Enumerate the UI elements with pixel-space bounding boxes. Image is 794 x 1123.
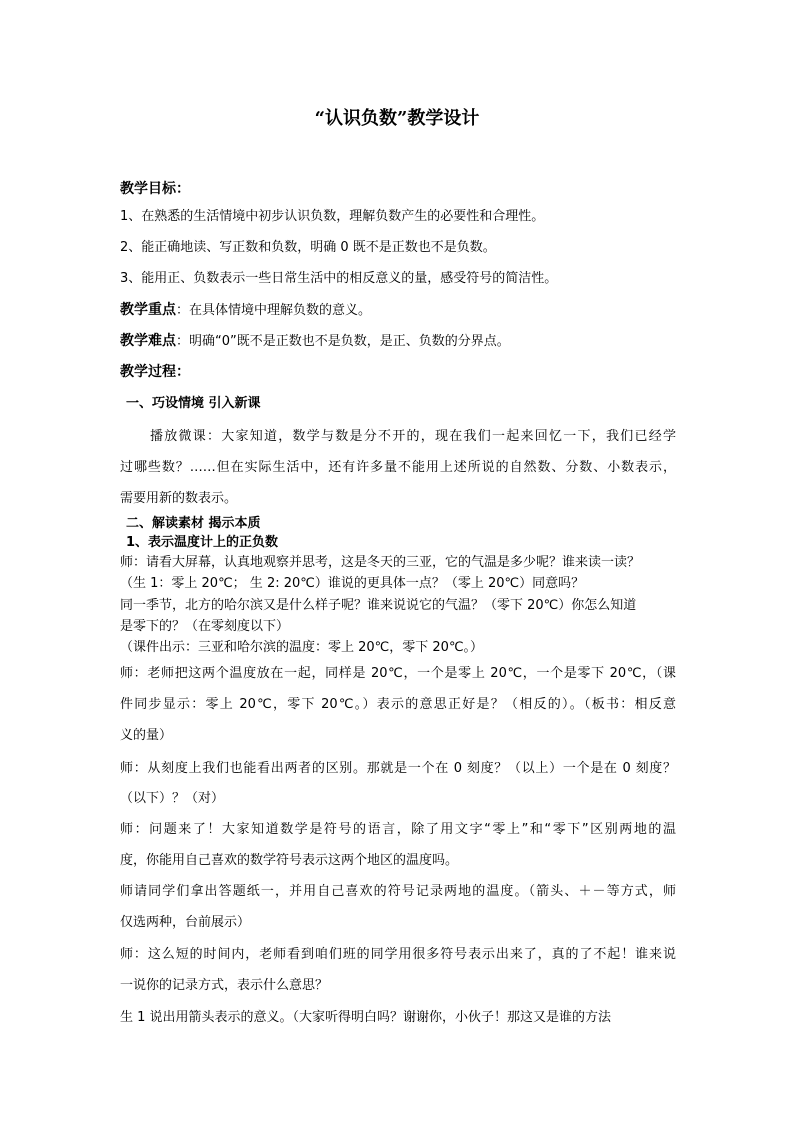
section2-line-16: 一说你的记录方式，表示什么意思？ bbox=[120, 978, 329, 993]
difficulty-label: 教学难点 bbox=[120, 333, 176, 349]
section2-line-4: 是零下的？（在零刻度以下） bbox=[120, 619, 290, 634]
section2-line-9: 师：从刻度上我们也能看出两者的区别。那就是一个在 0 刻度？（以上）一个是在 0 刻度？ bbox=[120, 761, 676, 776]
section2-line-6: 师：老师把这两个温度放在一起，同样是 20℃，一个是零上 20℃，一个是零下 20℃，（课 bbox=[120, 666, 676, 681]
goal-item-3: 3、能用正、负数表示一些日常生活中的相反意义的量，感受符号的简洁性。 bbox=[120, 271, 558, 286]
section2-line-7: 件同步显示：零上 20℃，零下 20℃。）表示的意思正好是？（相反的）。（板书：相反意 bbox=[120, 697, 676, 712]
section2-subheading: 1、表示温度计上的正负数 bbox=[126, 535, 279, 550]
section2-line-12: 度，你能用自己喜欢的数学符号表示这两个地区的温度吗。 bbox=[120, 853, 459, 868]
section2-line-3: 同一季节，北方的哈尔滨又是什么样子呢？谁来说说它的气温？（零下 20℃）你怎么知道 bbox=[120, 598, 637, 613]
goal-item-2: 2、能正确地读、写正数和负数，明确 0 既不是正数也不是负数。 bbox=[120, 240, 496, 255]
section2-line-1: 师：请看大屏幕，认真地观察并思考，这是冬天的三亚，它的气温是多少呢？谁来读一读？ bbox=[120, 555, 641, 570]
difficulty bbox=[120, 332, 680, 351]
section1-heading: 一、巧设情境 引入新课 bbox=[126, 396, 261, 411]
section1-line-2: 过哪些数？……但在实际生活中，还有许多量不能用上述所说的自然数、分数、小数表示， bbox=[120, 460, 676, 475]
section2-line-15: 师：这么短的时间内，老师看到咱们班的同学用很多符号表示出来了，真的了不起！谁来说 bbox=[120, 947, 676, 962]
section2-line-2: （生 1：零上 20℃； 生 2: 20℃）谁说的更具体一点？（零上 20℃）同意吗？ bbox=[120, 576, 585, 591]
goals-heading: 教学目标： bbox=[120, 181, 190, 197]
goal-item-1: 1、在熟悉的生活情境中初步认识负数，理解负数产生的必要性和合理性。 bbox=[120, 209, 545, 224]
section2-line-14: 仅选两种，台前展示） bbox=[120, 915, 251, 930]
section2-line-13: 师请同学们拿出答题纸一，并用自己喜欢的符号记录两地的温度。（箭头、＋－等方式，师 bbox=[120, 884, 676, 899]
section1-line-1: 播放微课：大家知道，数学与数是分不开的，现在我们一起来回忆一下，我们已经学 bbox=[150, 429, 676, 444]
key-point bbox=[120, 301, 680, 320]
difficulty-text: ：明确“0”既不是正数也不是负数，是正、负数的分界点。 bbox=[176, 334, 510, 349]
section2-line-10: （以下）？（对） bbox=[120, 791, 225, 806]
section2-heading: 二、解读素材 揭示本质 bbox=[126, 516, 261, 531]
section2-line-5: （课件出示：三亚和哈尔滨的温度：零上 20℃，零下 20℃。） bbox=[120, 640, 484, 655]
section2-line-8: 义的量） bbox=[120, 728, 173, 743]
key-point-text: ：在具体情境中理解负数的意义。 bbox=[176, 303, 372, 318]
key-point-label: 教学重点 bbox=[120, 302, 176, 318]
section1-line-3: 需要用新的数表示。 bbox=[120, 491, 238, 506]
section2-line-11: 师：问题来了！大家知道数学是符号的语言，除了用文字“零上”和“零下”区别两地的温 bbox=[120, 822, 676, 837]
process-heading: 教学过程： bbox=[120, 364, 190, 380]
document-title: “认识负数”教学设计 bbox=[314, 108, 480, 129]
section2-line-17: 生 1 说出用箭头表示的意义。（大家听得明白吗？谢谢你，小伙子！那这又是谁的方法 bbox=[120, 1010, 612, 1025]
